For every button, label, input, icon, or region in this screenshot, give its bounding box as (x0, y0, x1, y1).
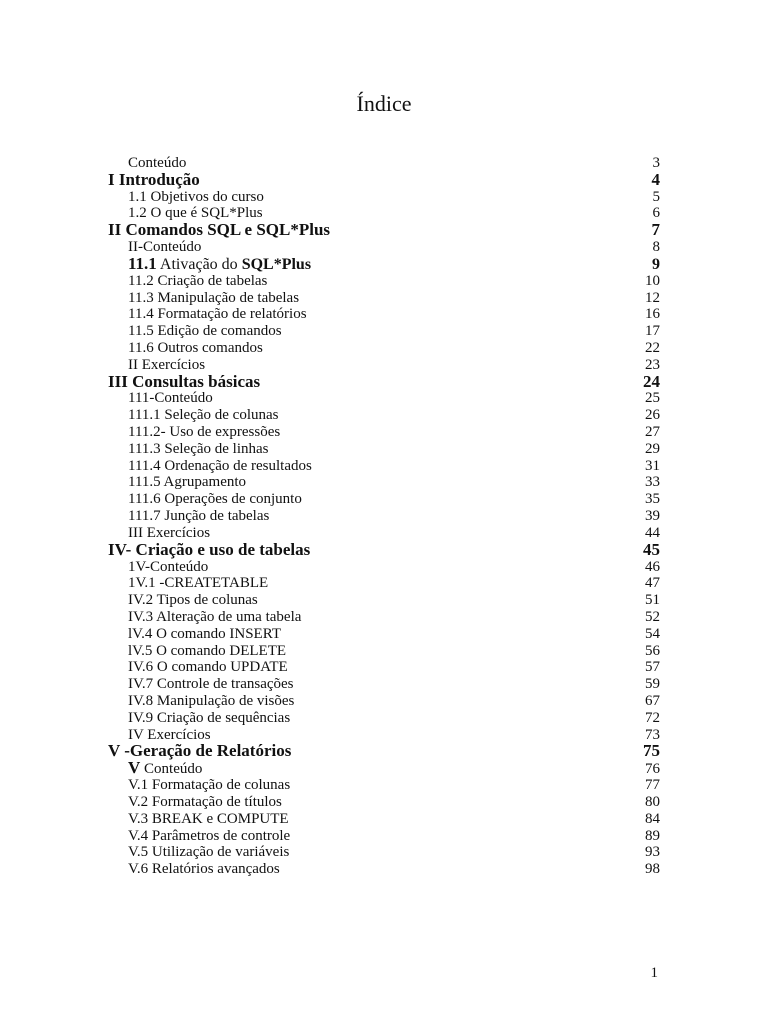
toc-entry-page: 7 (651, 220, 660, 240)
toc-entry (108, 222, 660, 239)
toc-entry-label: IV.8 Manipulação de visões (128, 693, 295, 709)
toc-entry-label: V.4 Parâmetros de controle (128, 827, 291, 844)
toc-entry-page: 46 (645, 558, 660, 575)
toc-entry-page: 45 (643, 539, 660, 559)
page-title: Índice (356, 91, 412, 116)
toc-entry (108, 777, 660, 794)
toc-entry-page: 26 (645, 407, 660, 424)
toc-entry-label: lV.4 O comando INSERT (128, 625, 281, 642)
toc-entry-label: 111.4 Ordenação de resultados (128, 457, 312, 474)
toc-entry-page: 9 (652, 255, 660, 273)
toc-entry-page: 76 (645, 761, 660, 778)
toc-entry (108, 811, 660, 828)
toc-entry-page: 10 (645, 272, 660, 289)
toc-entry-page: 12 (645, 289, 660, 306)
toc-entry-label: IV.2 Tipos de colunas (128, 592, 258, 609)
toc-entry-label: 1V-Conteúdo (128, 558, 209, 575)
toc-entry-label: III Exercícios (128, 524, 211, 541)
toc-entry-label: II-Conteúdo (128, 239, 202, 256)
toc-entry (108, 693, 660, 710)
toc-entry (108, 253, 660, 273)
toc-entry-label: V.5 Utilização de variáveis (128, 844, 290, 861)
toc-entry (108, 290, 660, 307)
toc-entry (108, 323, 660, 340)
toc-entry-label: 111.5 Agrupamento (128, 474, 247, 491)
toc-entry-page: 8 (652, 239, 660, 256)
toc-entry-page: 16 (645, 306, 660, 323)
toc-entry-label: 111.6 Operações de conjunto (128, 491, 302, 508)
table-of-contents (108, 155, 660, 878)
toc-entry (108, 474, 660, 491)
toc-entry-label: 11.4 Formatação de relatórios (128, 306, 307, 323)
toc-entry-page: 93 (645, 844, 660, 861)
toc-entry-page: 52 (645, 608, 660, 625)
toc-entry-label: 1.1 Objetivos do curso (128, 188, 264, 205)
toc-entry-text: Conteúdo (140, 761, 203, 778)
toc-entry (108, 676, 660, 693)
toc-entry (108, 458, 660, 475)
toc-entry (108, 539, 660, 559)
toc-entry-page: 75 (643, 741, 660, 761)
toc-entry-label: V.1 Formatação de colunas (128, 777, 291, 794)
toc-entry (108, 407, 660, 424)
toc-entry (108, 659, 660, 676)
toc-entry-page: 5 (652, 188, 660, 205)
toc-entry-page: 56 (645, 642, 660, 659)
toc-entry (108, 340, 660, 357)
toc-entry-page: 51 (645, 592, 660, 609)
toc-entry (108, 743, 660, 760)
toc-entry (108, 710, 660, 727)
toc-entry-page: 24 (643, 371, 660, 391)
toc-entry-label: 1.2 O que é SQL*Plus (128, 205, 263, 222)
toc-entry-label: lV.5 O comando DELETE (128, 642, 287, 659)
toc-entry (108, 491, 660, 508)
toc-entry-number: 11.1 (128, 253, 157, 273)
toc-entry-label: 11.3 Manipulação de tabelas (128, 289, 300, 306)
toc-entry (108, 273, 660, 290)
toc-entry (108, 189, 660, 206)
toc-entry-page: 29 (645, 440, 660, 457)
toc-entry (108, 371, 660, 391)
toc-entry-label: V -Geração de Relatórios (108, 741, 292, 761)
toc-entry-label: 11.6 Outros comandos (128, 339, 263, 356)
toc-entry (108, 861, 660, 878)
toc-entry (108, 508, 660, 525)
toc-entry-page: 39 (645, 508, 660, 525)
toc-entry-page: 33 (645, 474, 660, 491)
toc-entry-label: 11.2 Criação de tabelas (128, 272, 268, 289)
toc-entry-page: 67 (645, 693, 660, 709)
toc-entry (108, 424, 660, 441)
toc-entry-page: 25 (645, 390, 660, 407)
toc-entry-label: V.2 Formatação de títulos (128, 793, 282, 810)
toc-entry-label: IV.9 Criação de sequências (128, 709, 291, 726)
toc-entry-page: 59 (645, 676, 660, 693)
toc-entry-page: 84 (645, 810, 660, 827)
toc-entry-page: 31 (645, 457, 660, 474)
toc-entry-label: 111-Conteúdo (128, 390, 213, 407)
toc-entry-label (108, 253, 312, 274)
toc-entry-page: 27 (645, 424, 660, 440)
toc-entry (108, 390, 660, 407)
toc-entry-page: 22 (645, 339, 660, 356)
toc-entry-label: 111.3 Seleção de linhas (128, 440, 269, 457)
toc-entry (108, 239, 660, 256)
page-number: 1 (650, 965, 658, 981)
toc-entry-page: 80 (645, 793, 660, 810)
toc-entry-label: 1V.1 -CREATETABLE (128, 575, 269, 592)
toc-entry (108, 592, 660, 609)
toc-entry-page: 3 (652, 155, 660, 171)
toc-entry-page: 17 (645, 323, 660, 340)
toc-entry (108, 844, 660, 861)
toc-entry-label: IV.3 Alteração de uma tabela (128, 608, 302, 625)
toc-entry-text: Ativação do (156, 255, 242, 273)
toc-entry-page: 72 (645, 709, 660, 726)
toc-entry-label: 11.5 Edição de comandos (128, 323, 282, 340)
toc-entry-page: 77 (645, 777, 660, 794)
toc-entry (108, 643, 660, 660)
toc-entry (108, 306, 660, 323)
toc-entry-page: 89 (645, 827, 660, 844)
toc-entry (108, 169, 660, 189)
toc-entry-label: Conteúdo (128, 155, 187, 171)
toc-entry-label: 111.7 Junção de tabelas (128, 508, 270, 525)
toc-entry-page: 47 (645, 575, 660, 592)
toc-entry (108, 441, 660, 458)
toc-entry-label: II Exercícios (128, 356, 206, 373)
toc-entry-page: 4 (651, 169, 660, 189)
toc-entry-label: III Consultas básicas (108, 371, 261, 391)
toc-entry-label (108, 760, 202, 778)
toc-entry (108, 559, 660, 576)
toc-entry (108, 794, 660, 811)
toc-entry-label: V.6 Relatórios avançados (128, 861, 280, 878)
toc-entry-page: 6 (652, 205, 660, 222)
toc-entry (108, 575, 660, 592)
toc-entry-label: IV.7 Controle de transações (128, 676, 294, 693)
toc-entry (108, 760, 660, 777)
toc-entry-label: 111.1 Seleção de colunas (128, 407, 279, 424)
toc-entry (108, 626, 660, 643)
toc-entry-label: IV Exercícios (128, 726, 211, 743)
toc-entry-number: V (128, 758, 141, 778)
toc-entry-bold-text: SQL*Plus (241, 255, 312, 273)
toc-entry (108, 609, 660, 626)
toc-entry-label: V.3 BREAK e COMPUTE (128, 810, 289, 827)
toc-entry-label: IV.6 O comando UPDATE (128, 659, 288, 676)
toc-entry-label: IV- Criação e uso de tabelas (108, 539, 311, 559)
toc-entry-page: 35 (645, 491, 660, 508)
toc-entry (108, 828, 660, 845)
toc-entry-page: 44 (645, 524, 660, 541)
toc-entry-page: 98 (645, 861, 660, 878)
toc-entry-label: 111.2- Uso de expressões (128, 424, 281, 440)
toc-entry-page: 57 (645, 659, 660, 676)
toc-entry-label: II Comandos SQL e SQL*Plus (108, 220, 331, 240)
toc-entry-page: 54 (645, 625, 660, 642)
toc-entry-page: 73 (645, 726, 660, 743)
toc-entry-label: I Introdução (108, 169, 200, 189)
toc-entry-page: 23 (645, 356, 660, 373)
